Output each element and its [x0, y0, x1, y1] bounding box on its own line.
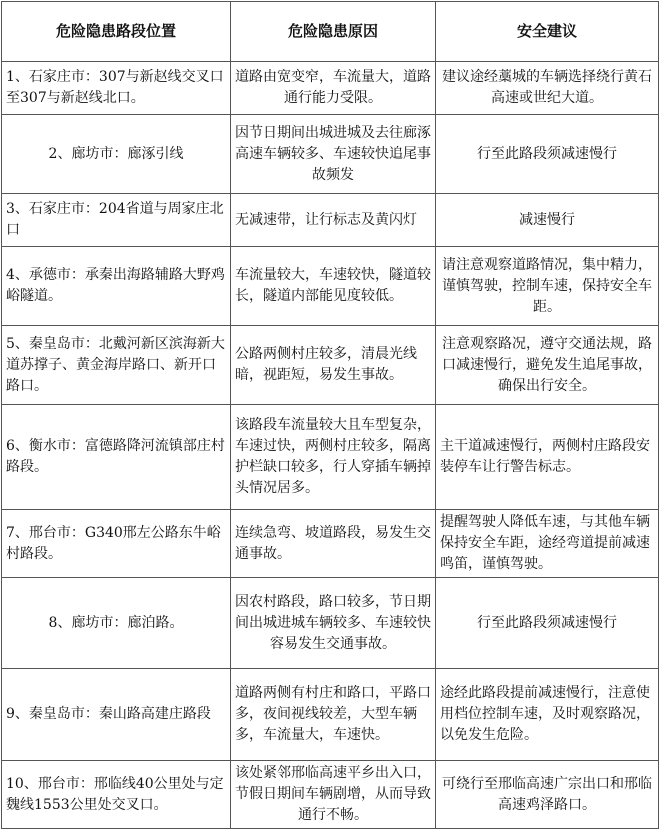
advice-cell: 主干道减速慢行，两侧村庄路段安装停车让行警告标志。 [436, 405, 659, 510]
advice-cell: 可绕行至邢临高速广宗出口和邢临高速鸡泽路口。 [436, 761, 659, 829]
cause-cell: 无减速带，让行标志及黄闪灯 [231, 194, 436, 247]
table-row [2, 115, 659, 194]
location-cell: 7、邢台市：G340邢左公路东牛峪村路段。 [2, 510, 231, 578]
cause-cell: 因农村路段，路口较多，节日期间出城进城车辆较多、车速较快容易发生交通事故。 [231, 578, 436, 669]
advice-cell: 途经此路段提前减速慢行，注意使用档位控制车速，及时观察路况，以免发生危险。 [436, 669, 659, 761]
cause-cell: 车流量较大，车速较快，隧道较长，隧道内部能见度较低。 [231, 247, 436, 326]
location-cell: 9、秦皇岛市：秦山路高建庄路段 [2, 669, 231, 761]
header-cause: 危险隐患原因 [231, 2, 436, 62]
table-header-row [2, 2, 659, 62]
location-cell: 8、廊坊市：廊泊路。 [2, 578, 231, 669]
location-cell: 3、石家庄市：204省道与周家庄北口 [2, 194, 231, 247]
table-row [2, 62, 659, 115]
cause-cell: 该路段车流量较大且车型复杂，车速过快，两侧村庄较多，隔离护栏缺口较多，行人穿插车辆掉头情况居多。 [231, 405, 436, 510]
cause-cell: 道路由宽变窄，车流量大，道路通行能力受限。 [231, 62, 436, 115]
advice-cell: 建议途经藁城的车辆选择绕行黄石高速或世纪大道。 [436, 62, 659, 115]
table-row [2, 510, 659, 578]
table-row [2, 578, 659, 669]
cause-cell: 道路两侧有村庄和路口，平路口多，夜间视线较差，大型车辆多，车流量大，车速快。 [231, 669, 436, 761]
cause-cell: 连续急弯、坡道路段，易发生交通事故。 [231, 510, 436, 578]
location-cell: 1、石家庄市：307与新赵线交叉口至307与新赵线北口。 [2, 62, 231, 115]
header-advice: 安全建议 [436, 2, 659, 62]
table-row [2, 326, 659, 405]
location-cell: 5、秦皇岛市：北戴河新区滨海新大道苏撑子、黄金海岸路口、新开口路口。 [2, 326, 231, 405]
cause-cell: 公路两侧村庄较多，清晨光线暗，视距短，易发生事故。 [231, 326, 436, 405]
table-row [2, 194, 659, 247]
cause-cell: 该处紧邻邢临高速平乡出入口，节假日期间车辆剧增，从而导致通行不畅。 [231, 761, 436, 829]
advice-cell: 提醒驾驶人降低车速，与其他车辆保持安全车距，途经弯道提前减速鸣笛，谨慎驾驶。 [436, 510, 659, 578]
advice-cell: 行至此路段须减速慢行 [436, 115, 659, 194]
cause-cell: 因节日期间出城进城及去往廊涿高速车辆较多、车速较快追尾事故频发 [231, 115, 436, 194]
location-cell: 4、承德市：承秦出海路辅路大野鸡峪隧道。 [2, 247, 231, 326]
table-row [2, 669, 659, 761]
advice-cell: 注意观察路况，遵守交通法规，路口减速慢行，避免发生追尾事故，确保出行安全。 [436, 326, 659, 405]
table-row [2, 761, 659, 829]
location-cell: 2、廊坊市：廊涿引线 [2, 115, 231, 194]
table-row [2, 247, 659, 326]
location-cell: 6、衡水市：富德路降河流镇部庄村路段。 [2, 405, 231, 510]
header-location: 危险隐患路段位置 [2, 2, 231, 62]
advice-cell: 减速慢行 [436, 194, 659, 247]
location-cell: 10、邢台市：邢临线40公里处与定魏线1553公里处交叉口。 [2, 761, 231, 829]
advice-cell: 行至此路段须减速慢行 [436, 578, 659, 669]
table-row [2, 405, 659, 510]
advice-cell: 请注意观察道路情况，集中精力，谨慎驾驶，控制车速，保持安全车距。 [436, 247, 659, 326]
hazard-road-table [1, 1, 659, 829]
